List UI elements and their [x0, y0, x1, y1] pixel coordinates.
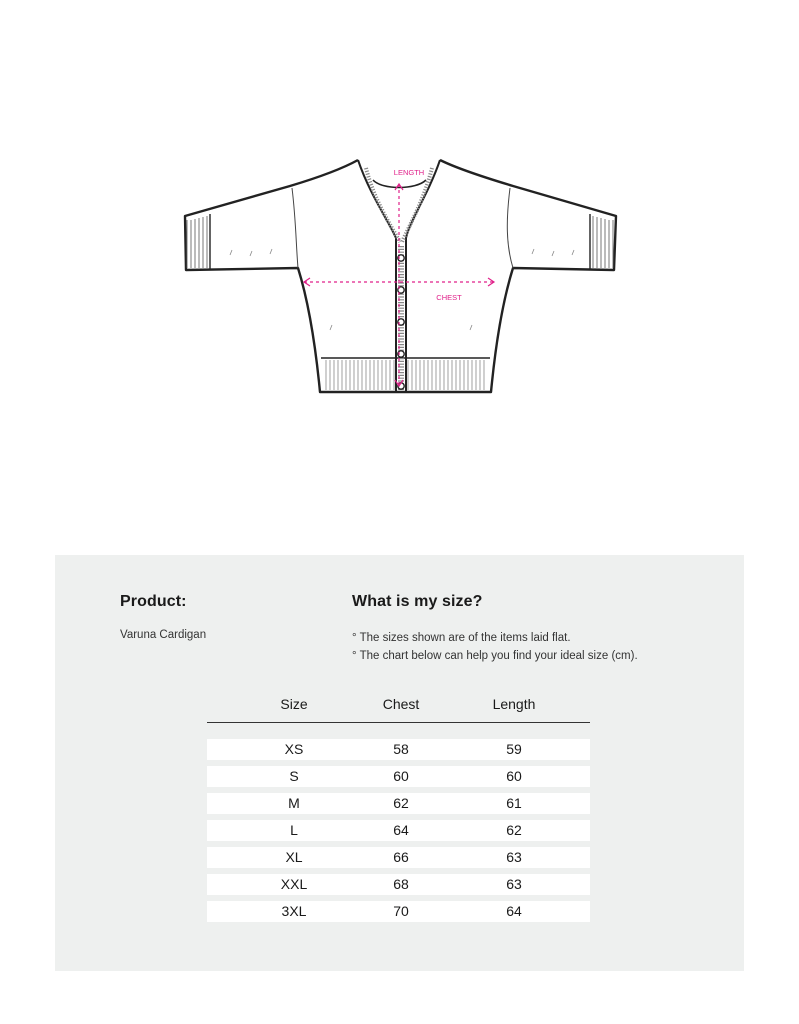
cell-chest: 64: [393, 822, 409, 838]
cell-size: XL: [285, 849, 303, 865]
size-note: ° The sizes shown are of the items laid flat.: [352, 632, 571, 644]
table-row: [207, 874, 590, 895]
cell-chest: 70: [393, 903, 409, 919]
cell-length: 63: [506, 849, 522, 865]
cell-length: 59: [506, 741, 522, 757]
cell-size: XS: [284, 741, 304, 757]
cell-size: L: [290, 822, 298, 838]
cell-size: 3XL: [281, 903, 307, 919]
table-row: [207, 793, 590, 814]
product-heading: Product:: [120, 593, 187, 610]
cell-length: 61: [506, 795, 522, 811]
cardigan-illustration: [170, 150, 630, 410]
header-length: Length: [492, 696, 536, 712]
length-label: LENGTH: [393, 168, 425, 177]
cell-size: XXL: [280, 876, 308, 892]
size-table-body: [207, 739, 590, 928]
cell-size: S: [289, 768, 299, 784]
cell-length: 60: [506, 768, 522, 784]
chest-label: CHEST: [436, 293, 462, 302]
table-row: [207, 766, 590, 787]
table-row: [207, 739, 590, 760]
size-guide-heading: What is my size?: [352, 593, 483, 610]
cell-chest: 68: [393, 876, 409, 892]
cell-length: 62: [506, 822, 522, 838]
header-chest: Chest: [382, 696, 420, 712]
header-size: Size: [280, 696, 308, 712]
size-notes: [352, 629, 638, 665]
size-note: ° The chart below can help you find your ideal size (cm).: [352, 650, 638, 662]
cell-chest: 58: [393, 741, 409, 757]
product-name: Varuna Cardigan: [120, 629, 207, 641]
table-row: [207, 847, 590, 868]
cell-length: 63: [506, 876, 522, 892]
cell-length: 64: [506, 903, 522, 919]
cell-chest: 60: [393, 768, 409, 784]
cell-chest: 66: [393, 849, 409, 865]
table-row: [207, 901, 590, 922]
table-row: [207, 820, 590, 841]
size-info-panel: [55, 555, 744, 971]
cell-chest: 62: [393, 795, 409, 811]
cell-size: M: [288, 795, 300, 811]
size-table-header: [207, 696, 590, 723]
